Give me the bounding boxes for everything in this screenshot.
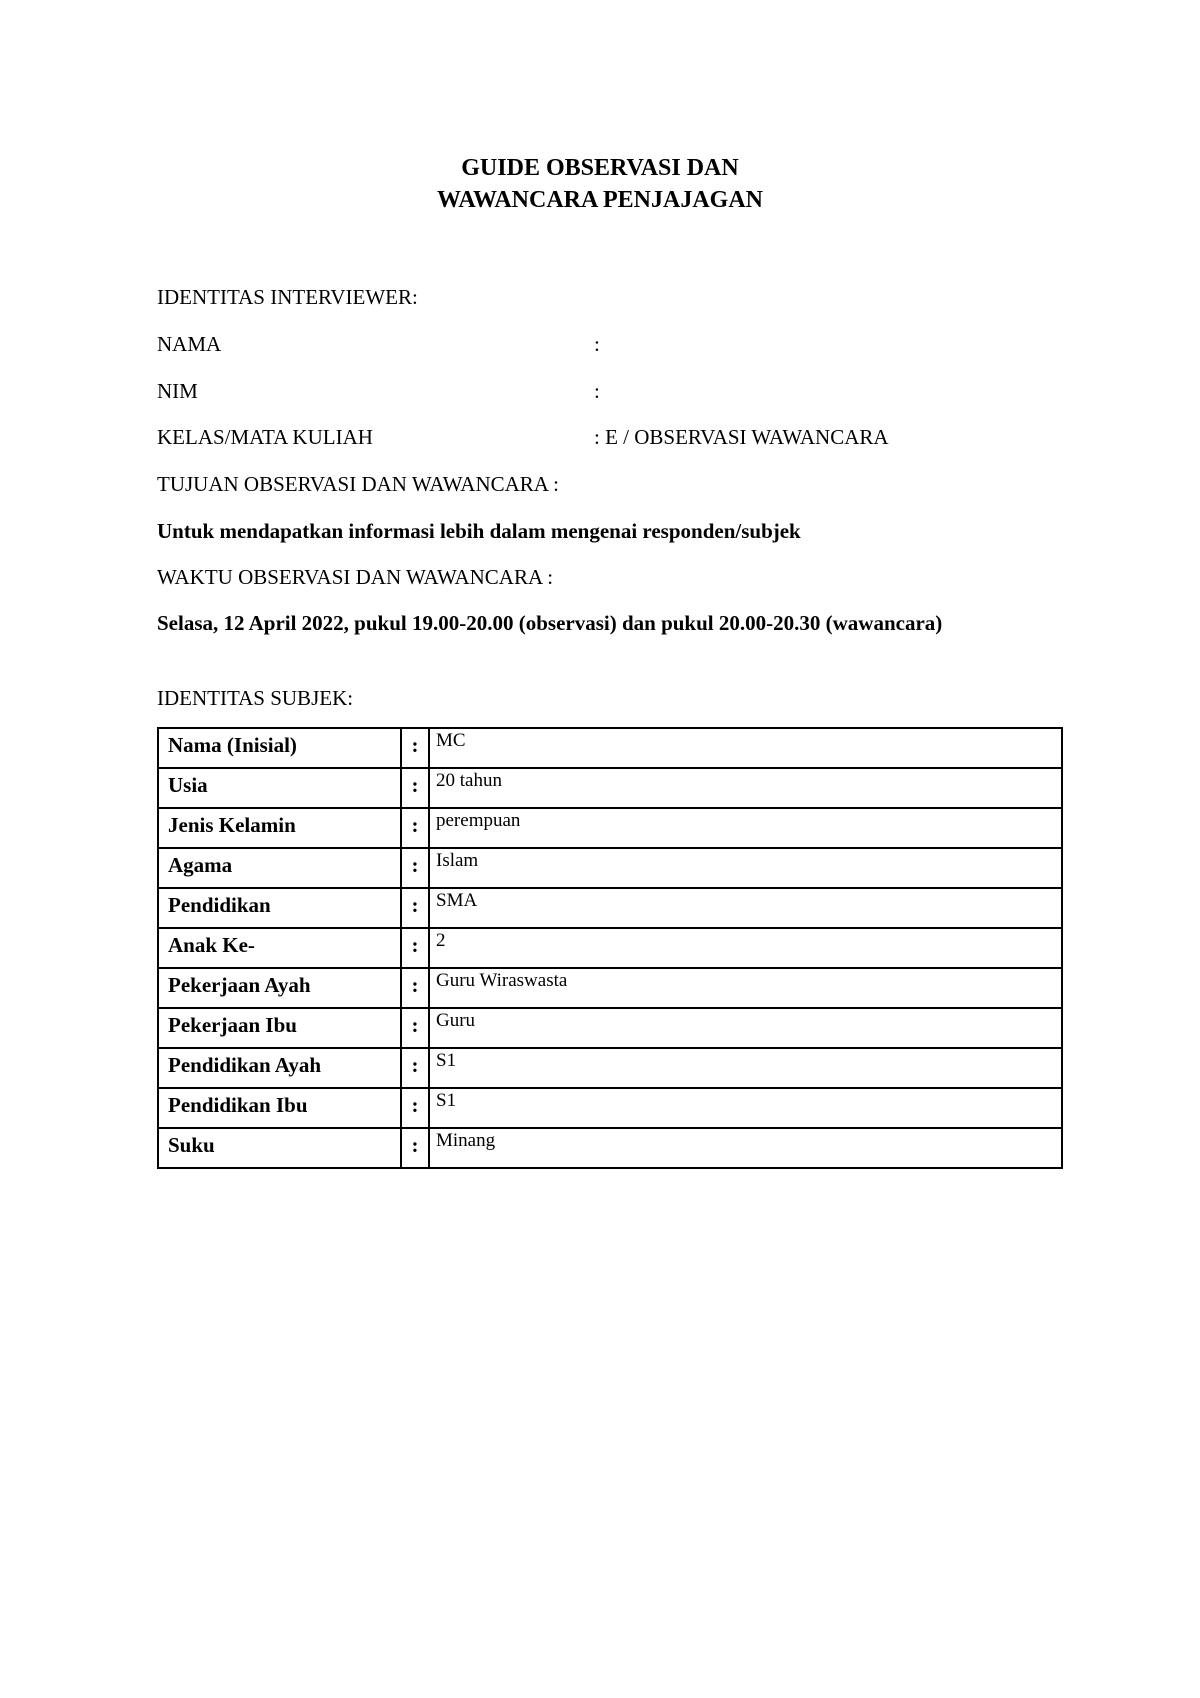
subject-field-colon: : bbox=[401, 808, 429, 848]
subject-field-colon: : bbox=[401, 848, 429, 888]
subject-field-value: S1 bbox=[429, 1048, 1062, 1088]
interviewer-heading: IDENTITAS INTERVIEWER: bbox=[157, 285, 418, 309]
subject-field-label: Pendidikan Ayah bbox=[158, 1048, 401, 1088]
table-row bbox=[158, 928, 1062, 968]
table-row bbox=[158, 1128, 1062, 1168]
subject-field-value: Guru bbox=[429, 1008, 1062, 1048]
subject-field-colon: : bbox=[401, 888, 429, 928]
subject-field-value: MC bbox=[429, 728, 1062, 768]
table-row bbox=[158, 1048, 1062, 1088]
subject-field-value: Minang bbox=[429, 1128, 1062, 1168]
table-row bbox=[158, 728, 1062, 768]
subject-field-value: Guru Wiraswasta bbox=[429, 968, 1062, 1008]
subject-field-value: SMA bbox=[429, 888, 1062, 928]
subject-field-colon: : bbox=[401, 1048, 429, 1088]
table-row bbox=[158, 1008, 1062, 1048]
subject-field-colon: : bbox=[401, 1128, 429, 1168]
subject-field-colon: : bbox=[401, 728, 429, 768]
nama-label: NAMA bbox=[157, 332, 222, 356]
document-title-line2: WAWANCARA PENJAJAGAN bbox=[436, 187, 763, 213]
table-row bbox=[158, 768, 1062, 808]
subject-field-label: Anak Ke- bbox=[158, 928, 401, 968]
nim-label: NIM bbox=[157, 379, 198, 403]
interviewer-kelas-row bbox=[157, 423, 889, 451]
subject-field-label: Pendidikan Ibu bbox=[158, 1088, 401, 1128]
subject-field-value: Islam bbox=[429, 848, 1062, 888]
tujuan-text: Untuk mendapatkan informasi lebih dalam mengenai responden/subjek bbox=[157, 519, 801, 543]
subject-field-label: Suku bbox=[158, 1128, 401, 1168]
tujuan-heading: TUJUAN OBSERVASI DAN WAWANCARA : bbox=[157, 472, 559, 496]
table-row bbox=[158, 1088, 1062, 1128]
document-title-line1: GUIDE OBSERVASI DAN bbox=[461, 155, 739, 181]
subject-field-label: Jenis Kelamin bbox=[158, 808, 401, 848]
table-row bbox=[158, 808, 1062, 848]
subject-field-colon: : bbox=[401, 968, 429, 1008]
subject-field-colon: : bbox=[401, 928, 429, 968]
interviewer-nama-row bbox=[157, 330, 600, 358]
table-row bbox=[158, 848, 1062, 888]
nim-colon: : bbox=[594, 379, 600, 403]
waktu-heading: WAKTU OBSERVASI DAN WAWANCARA : bbox=[157, 565, 554, 589]
subject-field-value: S1 bbox=[429, 1088, 1062, 1128]
subject-identity-table bbox=[157, 727, 1063, 1169]
nama-colon: : bbox=[594, 332, 600, 356]
subject-field-colon: : bbox=[401, 768, 429, 808]
table-row bbox=[158, 888, 1062, 928]
subject-field-colon: : bbox=[401, 1088, 429, 1128]
subject-field-label: Agama bbox=[158, 848, 401, 888]
subject-field-label: Pekerjaan Ibu bbox=[158, 1008, 401, 1048]
subject-field-label: Pendidikan bbox=[158, 888, 401, 928]
subject-field-value: perempuan bbox=[429, 808, 1062, 848]
subject-field-colon: : bbox=[401, 1008, 429, 1048]
subject-field-value: 2 bbox=[429, 928, 1062, 968]
subjek-heading: IDENTITAS SUBJEK: bbox=[157, 686, 354, 710]
subject-field-value: 20 tahun bbox=[429, 768, 1062, 808]
table-row bbox=[158, 968, 1062, 1008]
kelas-label: KELAS/MATA KULIAH bbox=[157, 425, 373, 449]
subject-field-label: Pekerjaan Ayah bbox=[158, 968, 401, 1008]
waktu-text: Selasa, 12 April 2022, pukul 19.00-20.00 (observasi) dan pukul 20.00-20.30 (wawancara) bbox=[157, 611, 943, 635]
kelas-value: : E / OBSERVASI WAWANCARA bbox=[594, 425, 889, 449]
subject-field-label: Usia bbox=[158, 768, 401, 808]
subject-field-label: Nama (Inisial) bbox=[158, 728, 401, 768]
interviewer-nim-row bbox=[157, 377, 600, 405]
